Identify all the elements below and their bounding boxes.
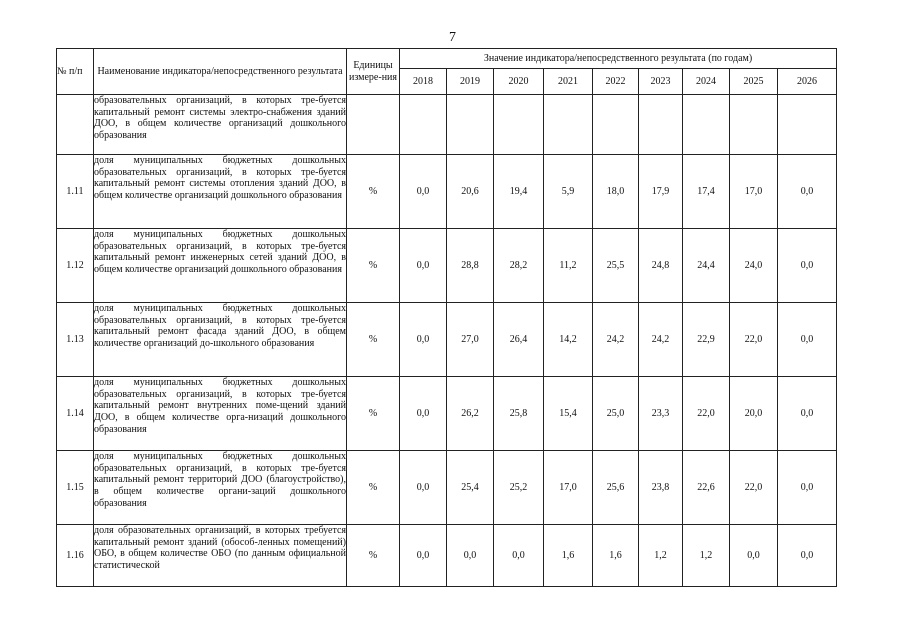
row-num: 1.16 [57, 525, 94, 587]
row-num [57, 95, 94, 155]
table-body [57, 95, 837, 587]
row-value: 22,0 [683, 377, 730, 451]
header-values-group: Значение индикатора/непосредственного результата (по годам) [400, 49, 837, 69]
row-num: 1.15 [57, 451, 94, 525]
row-value: 14,2 [544, 303, 593, 377]
table-row [57, 525, 837, 587]
row-num: 1.14 [57, 377, 94, 451]
row-name: доля образовательных организаций, в которых требуется капитальный ремонт зданий (обособ-ленных помещений) ОБО, в общем количестве ОБО (по данным официальной статистической [94, 525, 347, 587]
row-value: 0,0 [400, 377, 447, 451]
table-row [57, 229, 837, 303]
row-value: 27,0 [447, 303, 494, 377]
header-year: 2025 [730, 69, 778, 95]
row-value: 20,6 [447, 155, 494, 229]
row-value: 0,0 [400, 303, 447, 377]
row-name: доля муниципальных бюджетных дошкольных образовательных организаций, в которых тре-буется капитальный ремонт системы отопления зданий ДОО, в общем количестве организаций дошкольного образования [94, 155, 347, 229]
row-value: 25,0 [593, 377, 639, 451]
row-unit [347, 95, 400, 155]
row-value: 23,3 [639, 377, 683, 451]
header-year: 2023 [639, 69, 683, 95]
row-value: 24,8 [639, 229, 683, 303]
row-name: образовательных организаций, в которых тре-буется капитальный ремонт системы электро-снабжения зданий ДОО, в общем количестве организаций дошкольного образования [94, 95, 347, 155]
row-value: 15,4 [544, 377, 593, 451]
row-value: 0,0 [730, 525, 778, 587]
row-unit: % [347, 525, 400, 587]
row-value: 0,0 [778, 451, 837, 525]
row-value: 28,2 [494, 229, 544, 303]
header-year: 2020 [494, 69, 544, 95]
header-year: 2026 [778, 69, 837, 95]
row-value: 22,9 [683, 303, 730, 377]
row-value: 1,6 [593, 525, 639, 587]
row-value: 24,2 [593, 303, 639, 377]
row-value: 24,4 [683, 229, 730, 303]
row-name: доля муниципальных бюджетных дошкольных образовательных организаций, в которых тре-буется капитальный ремонт инженерных сетей зданий ДОО, в общем количестве организаций дошкольного образования [94, 229, 347, 303]
row-value: 5,9 [544, 155, 593, 229]
row-value: 25,4 [447, 451, 494, 525]
row-value [593, 95, 639, 155]
row-value [639, 95, 683, 155]
table-row [57, 95, 837, 155]
table-header [57, 49, 837, 95]
row-value: 25,6 [593, 451, 639, 525]
row-unit: % [347, 229, 400, 303]
header-year: 2019 [447, 69, 494, 95]
row-value [778, 95, 837, 155]
row-value: 0,0 [494, 525, 544, 587]
header-unit: Единицы измере-ния [347, 49, 400, 95]
row-value: 0,0 [778, 229, 837, 303]
header-year: 2022 [593, 69, 639, 95]
row-num: 1.12 [57, 229, 94, 303]
table-row [57, 377, 837, 451]
row-value: 25,2 [494, 451, 544, 525]
row-unit: % [347, 377, 400, 451]
row-value: 0,0 [400, 451, 447, 525]
row-unit: % [347, 155, 400, 229]
row-name: доля муниципальных бюджетных дошкольных образовательных организаций, в которых тре-буется капитальный ремонт внутренних поме-щений зданий ДОО, в общем количестве орга-низаций дошкольного образования [94, 377, 347, 451]
row-value: 0,0 [400, 525, 447, 587]
row-unit: % [347, 451, 400, 525]
row-value: 24,0 [730, 229, 778, 303]
row-value: 17,9 [639, 155, 683, 229]
row-value: 17,4 [683, 155, 730, 229]
table-row [57, 155, 837, 229]
row-value: 23,8 [639, 451, 683, 525]
row-value: 25,5 [593, 229, 639, 303]
row-value: 19,4 [494, 155, 544, 229]
row-value: 0,0 [778, 377, 837, 451]
row-value: 20,0 [730, 377, 778, 451]
row-value [730, 95, 778, 155]
row-value: 28,8 [447, 229, 494, 303]
row-value: 26,2 [447, 377, 494, 451]
row-value [400, 95, 447, 155]
row-value [447, 95, 494, 155]
row-name: доля муниципальных бюджетных дошкольных образовательных организаций, в которых тре-буется капитальный ремонт фасада зданий ДОО, в общем количестве организаций до-школьного образования [94, 303, 347, 377]
row-value [544, 95, 593, 155]
row-value: 22,6 [683, 451, 730, 525]
row-value [494, 95, 544, 155]
row-value: 26,4 [494, 303, 544, 377]
row-value: 22,0 [730, 303, 778, 377]
header-year: 2021 [544, 69, 593, 95]
row-value: 17,0 [544, 451, 593, 525]
row-unit: % [347, 303, 400, 377]
row-value: 22,0 [730, 451, 778, 525]
row-value: 0,0 [447, 525, 494, 587]
row-value: 17,0 [730, 155, 778, 229]
row-value: 11,2 [544, 229, 593, 303]
page-number: 7 [449, 30, 456, 45]
row-value: 24,2 [639, 303, 683, 377]
row-num: 1.11 [57, 155, 94, 229]
header-name: Наименование индикатора/непосредственного результата [94, 49, 347, 95]
row-value: 25,8 [494, 377, 544, 451]
row-value [683, 95, 730, 155]
row-value: 0,0 [778, 155, 837, 229]
header-year: 2018 [400, 69, 447, 95]
row-value: 0,0 [400, 155, 447, 229]
row-value: 18,0 [593, 155, 639, 229]
indicator-table [56, 48, 837, 587]
row-name: доля муниципальных бюджетных дошкольных образовательных организаций, в которых тре-буется капитальный ремонт территорий ДОО (благоустройство), в общем количестве органи-заций дошкольного образования [94, 451, 347, 525]
row-value: 1,2 [639, 525, 683, 587]
row-value: 0,0 [778, 303, 837, 377]
row-value: 1,6 [544, 525, 593, 587]
header-num: № п/п [57, 49, 94, 95]
table-row [57, 303, 837, 377]
header-year: 2024 [683, 69, 730, 95]
row-value: 1,2 [683, 525, 730, 587]
row-num: 1.13 [57, 303, 94, 377]
table-row [57, 451, 837, 525]
row-value: 0,0 [400, 229, 447, 303]
row-value: 0,0 [778, 525, 837, 587]
